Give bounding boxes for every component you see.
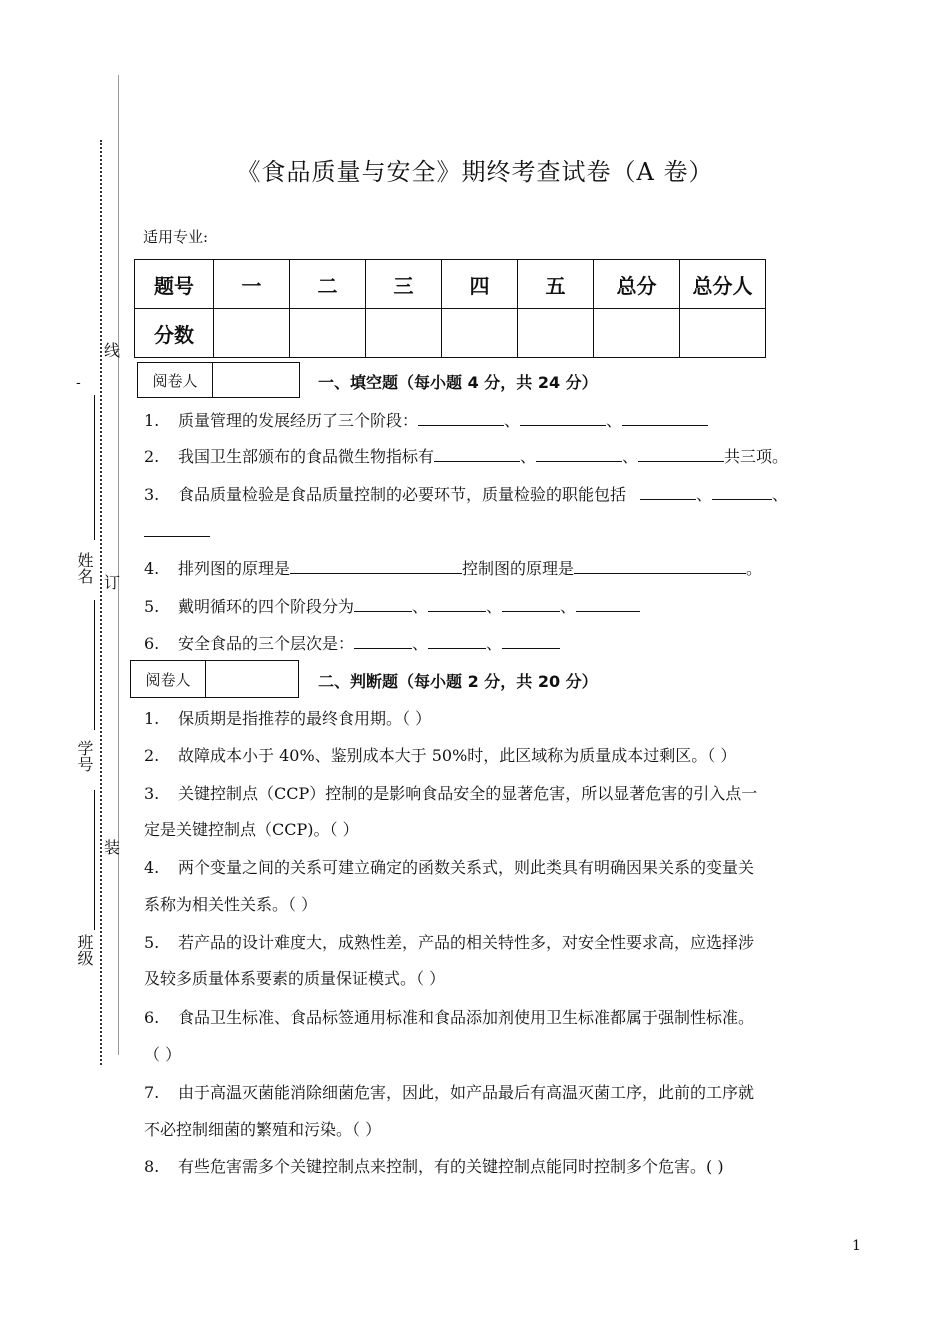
question-number: 7. <box>144 1083 160 1102</box>
question-number: 2. <box>144 447 160 466</box>
question-number: 1. <box>144 411 160 430</box>
judge-question-2 <box>144 743 736 766</box>
header-cell: 四 <box>442 260 518 309</box>
separator: 、 <box>772 485 789 504</box>
question-tail: 共三项。 <box>724 447 789 466</box>
score-cell[interactable] <box>366 309 442 358</box>
answer-blank[interactable] <box>144 536 210 537</box>
header-cell: 总分人 <box>680 260 766 309</box>
question-text: 由于高温灭菌能消除细菌危害，因此，如产品最后有高温灭菌工序，此前的工序就 <box>178 1083 755 1102</box>
answer-blank[interactable] <box>428 597 486 612</box>
score-cell[interactable] <box>594 309 680 358</box>
question-text: 我国卫生部颁布的食品微生物指标有 <box>178 447 435 466</box>
separator: 、 <box>412 597 429 616</box>
answer-blank[interactable] <box>640 485 696 500</box>
header-cell: 一 <box>214 260 290 309</box>
binding-seal-mark: 装 <box>104 838 121 857</box>
question-number: 1. <box>144 709 160 728</box>
separator: 、 <box>520 447 537 466</box>
score-cell[interactable] <box>214 309 290 358</box>
binding-dotted-line <box>100 140 102 1065</box>
grader-box <box>130 660 299 698</box>
separator: 、 <box>504 411 521 430</box>
question-text: 若产品的设计难度大，成熟性差，产品的相关特性多，对安全性要求高，应选择涉 <box>178 933 755 952</box>
binding-dash: - <box>76 375 81 391</box>
fill-question-6 <box>144 631 560 654</box>
page-number: 1 <box>852 1238 861 1254</box>
question-number: 4. <box>144 858 160 877</box>
question-text: 两个变量之间的关系可建立确定的函数关系式，则此类具有明确因果关系的变量关 <box>178 858 755 877</box>
header-cell: 二 <box>290 260 366 309</box>
score-cell[interactable] <box>680 309 766 358</box>
answer-blank[interactable] <box>622 411 708 426</box>
answer-blank[interactable] <box>576 597 640 612</box>
answer-blank[interactable] <box>638 447 724 462</box>
fill-question-5 <box>144 594 640 617</box>
exam-title: 《食品质量与安全》期终考查试卷（A 卷） <box>236 158 714 186</box>
question-text: 质量管理的发展经历了三个阶段： <box>178 411 419 430</box>
score-cell[interactable] <box>518 309 594 358</box>
grader-label: 阅卷人 <box>138 363 213 397</box>
separator: 、 <box>486 634 503 653</box>
question-number: 2. <box>144 746 160 765</box>
separator: 、 <box>486 597 503 616</box>
header-cell: 题号 <box>135 260 214 309</box>
judge-question-3-cont: 定是关键控制点（CCP)。（ ） <box>144 820 359 839</box>
question-text: 故障成本小于 40%、鉴别成本大于 50%时，此区域称为质量成本过剩区。（ ） <box>178 746 737 765</box>
answer-blank[interactable] <box>354 634 412 649</box>
answer-blank[interactable] <box>418 411 504 426</box>
question-text: 有些危害需多个关键控制点来控制，有的关键控制点能同时控制多个危害。( ) <box>178 1157 724 1176</box>
judge-question-7 <box>144 1080 754 1103</box>
answer-blank[interactable] <box>354 597 412 612</box>
answer-blank[interactable] <box>290 559 462 574</box>
student-id-label: 学号 <box>75 740 94 772</box>
judge-question-1 <box>144 706 431 729</box>
question-text: 安全食品的三个层次是： <box>178 634 355 653</box>
grader-box <box>137 362 300 398</box>
judge-question-8 <box>144 1154 724 1177</box>
question-text: 食品卫生标准、食品标签通用标准和食品添加剂使用卫生标准都属于强制性标准。 <box>178 1008 755 1027</box>
question-number: 4. <box>144 559 160 578</box>
fill-question-1 <box>144 408 708 431</box>
question-number: 3. <box>144 485 160 504</box>
fill-question-2 <box>144 444 788 467</box>
separator: 、 <box>622 447 639 466</box>
grader-label: 阅卷人 <box>131 661 206 697</box>
answer-blank[interactable] <box>502 597 560 612</box>
answer-blank[interactable] <box>502 634 560 649</box>
score-cell[interactable] <box>290 309 366 358</box>
question-tail: 。 <box>746 559 763 578</box>
judge-question-5 <box>144 930 754 953</box>
question-text: 食品质量检验是食品质量控制的必要环节，质量检验的职能包括 <box>178 485 627 504</box>
question-number: 6. <box>144 1008 160 1027</box>
header-cell: 三 <box>366 260 442 309</box>
judge-question-4-cont: 系称为相关性关系。（ ） <box>144 895 318 914</box>
question-text: 排列图的原理是 <box>178 559 291 578</box>
separator: 、 <box>696 485 713 504</box>
section1-heading: 一、填空题（每小题 4 分，共 24 分） <box>318 373 598 392</box>
judge-question-5-cont: 及较多质量体系要素的质量保证模式。（ ） <box>144 969 446 988</box>
name-label: 姓名 <box>75 552 94 584</box>
id-field-line <box>94 600 95 730</box>
binding-margin-line <box>118 75 119 1055</box>
answer-blank[interactable] <box>434 447 520 462</box>
question-text: 关键控制点（CCP）控制的是影响食品安全的显著危害，所以显著危害的引入点一 <box>178 784 758 803</box>
question-text: 控制图的原理是 <box>462 559 575 578</box>
judge-question-3 <box>144 781 757 804</box>
question-text: 保质期是指推荐的最终食用期。（ ） <box>178 709 432 728</box>
class-field-line <box>94 790 95 930</box>
fill-question-4 <box>144 556 762 579</box>
question-number: 5. <box>144 933 160 952</box>
score-table-header-row <box>135 260 766 309</box>
binding-line-mark: 线 <box>104 341 121 360</box>
question-text: 戴明循环的四个阶段分为 <box>178 597 355 616</box>
judge-question-6-cont: （ ） <box>144 1045 182 1064</box>
judge-question-4 <box>144 855 754 878</box>
answer-blank[interactable] <box>574 559 746 574</box>
grader-signature-field[interactable] <box>213 363 299 397</box>
section2-heading: 二、判断题（每小题 2 分，共 20 分） <box>318 672 598 691</box>
answer-blank[interactable] <box>536 447 622 462</box>
class-label: 班级 <box>75 934 94 966</box>
grader-signature-field[interactable] <box>206 661 298 697</box>
score-cell[interactable] <box>442 309 518 358</box>
score-table-score-row <box>135 309 766 358</box>
score-table <box>134 259 766 358</box>
judge-question-6 <box>144 1005 754 1028</box>
fill-question-3 <box>144 482 788 505</box>
separator: 、 <box>560 597 577 616</box>
header-cell: 五 <box>518 260 594 309</box>
answer-blank[interactable] <box>712 485 772 500</box>
header-cell: 总分 <box>594 260 680 309</box>
question-number: 6. <box>144 634 160 653</box>
question-number: 3. <box>144 784 160 803</box>
separator: 、 <box>606 411 623 430</box>
question-number: 5. <box>144 597 160 616</box>
name-field-line <box>94 395 95 540</box>
score-row-label: 分数 <box>135 309 214 358</box>
answer-blank[interactable] <box>520 411 606 426</box>
binding-order-mark: 订 <box>104 573 121 592</box>
question-number: 8. <box>144 1157 160 1176</box>
major-label: 适用专业: <box>143 228 209 246</box>
separator: 、 <box>412 634 429 653</box>
judge-question-7-cont: 不必控制细菌的繁殖和污染。（ ） <box>144 1120 382 1139</box>
answer-blank[interactable] <box>428 634 486 649</box>
